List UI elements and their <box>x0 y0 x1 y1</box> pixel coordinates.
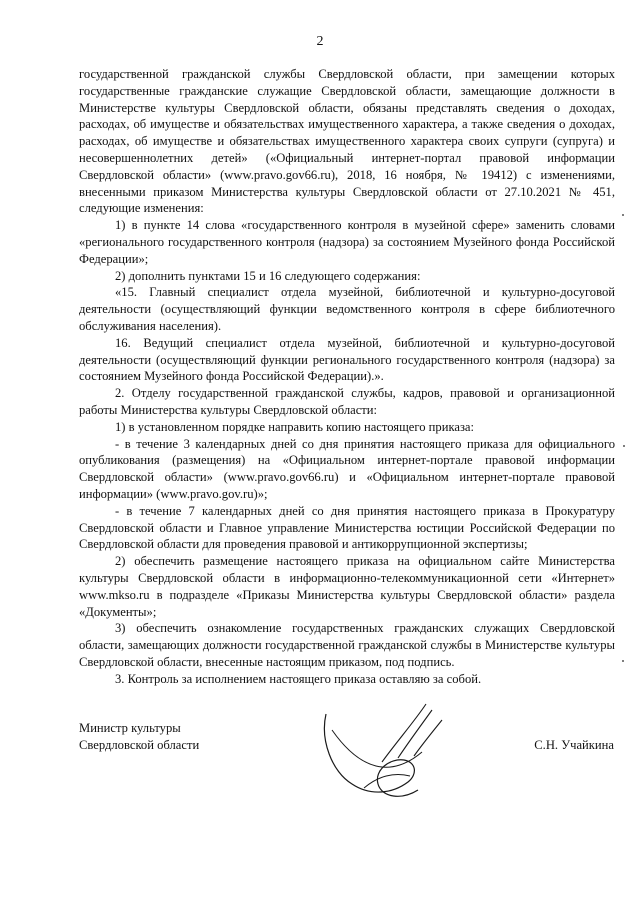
paragraph: 3) обеспечить ознакомление государственных гражданских служащих Свердловской области, замещающих должности государственной гражданской службы в Министерстве культуры Свердловской области, внесенные настоящим приказом, под подпись. <box>79 621 615 669</box>
paragraph: 1) в установленном порядке направить копию настоящего приказа: <box>115 419 475 434</box>
signature-stroke <box>324 714 418 796</box>
paragraph: 2) обеспечить размещение настоящего приказа на официальном сайте Министерства культуры Свердловской области в информационно-телекоммуникационной сети «Интернет» www.mkso.ru в подразделе «Приказы Министерства культуры Свердловской области» раздела «Документы»; <box>79 554 615 619</box>
paragraph: - в течение 3 календарных дней со дня принятия настоящего приказа для официального опубликования (размещения) на «Официальном интернет-портале правовой информации Свердловской области» (www.pravo.gov66.ru) и «Официальном интернет-портале правовой информации» (www.pravo.gov.ru)»; <box>79 436 615 501</box>
scan-speck <box>623 445 625 447</box>
signature-stroke <box>382 704 442 762</box>
paragraph: 1) в пункте 14 слова «государственного контроля в музейной сфере» заменить словами «регионального государственного контроля (надзора) за состоянием Музейного фонда Российской Федерации»; <box>79 218 615 266</box>
paragraph: «15. Главный специалист отдела музейной, библиотечной и культурно-досуговой деятельности (осуществляющий функции ведомственного контроля в сфере библиотечного обслуживания населения). <box>79 285 615 333</box>
signatory-position <box>79 720 199 754</box>
scan-speck <box>622 214 624 216</box>
signatory-position-line: Свердловской области <box>79 737 200 752</box>
paragraph: 2. Отделу государственной гражданской службы, кадров, правовой и организационной работы Министерства культуры Свердловской области: <box>79 386 615 417</box>
paragraph: 2) дополнить пунктами 15 и 16 следующего содержания: <box>115 268 421 283</box>
signatory-position-line: Министр культуры <box>79 721 181 735</box>
paragraph: государственной гражданской службы Свердловской области, при замещении которых государственные гражданские служащие Свердловской области, замещающие должности в Министерстве культуры Свердловской области, обязаны представлять сведения о доходах, расходах, об имуществе и обязательствах имущественного характера, а также сведения о доходах, расходах, об имуществе и обязательствах имущественного характера своих супруги (супруга) и несовершеннолетних детей» («Официальный интернет-портал правовой информации Свердловской области» (www.pravo.gov66.ru), 2018, 16 ноября, № 19412) с изменениями, внесенными приказом Министерства культуры Свердловской области от 27.10.2021 № 451, следующие изменения: <box>79 67 615 216</box>
scan-speck <box>622 660 624 662</box>
signatory-name: С.Н. Учайкина <box>534 738 614 752</box>
document-body <box>79 66 615 687</box>
paragraph: 16. Ведущий специалист отдела музейной, библиотечной и культурно-досуговой деятельности (осуществляющий функции регионального государственного контроля (надзора) за состоянием Музейного фонда Российской Федерации).». <box>79 335 615 384</box>
page-number: 2 <box>316 34 324 49</box>
signature-stroke <box>364 775 410 789</box>
paragraph: 3. Контроль за исполнением настоящего приказа оставляю за собой. <box>115 671 482 686</box>
signature-stroke <box>332 730 422 767</box>
handwritten-signature <box>318 700 448 810</box>
paragraph: - в течение 7 календарных дней со дня принятия настоящего приказа в Прокуратуру Свердловской области и Главное управление Министерства юстиции Российской Федерации по Свердловской области для проведения правовой и антикоррупционной экспертизы; <box>79 503 615 552</box>
